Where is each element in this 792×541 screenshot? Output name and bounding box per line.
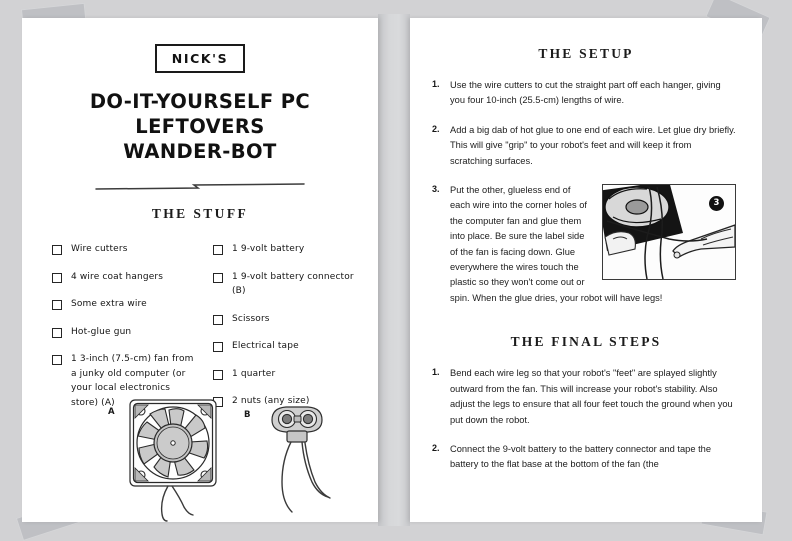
kicker-box [155, 44, 245, 73]
checklist-item[interactable] [213, 242, 356, 257]
setup-step [432, 183, 736, 306]
section-heading-final: THE FINAL STEPS [510, 334, 662, 350]
step-paragraph: Put the other, glueless end of each wire into the corner holes of the computer fan and glue them into place. Be sure the label side of the fan is facing down. Glue everywhere the wires touch the plastic so they won't come out or spin. When the glue dries, your robot will have legs! [450, 185, 663, 303]
figure-a-label: A [108, 407, 115, 417]
photo-step-badge: 3 [709, 196, 724, 211]
checklist-item[interactable] [52, 270, 195, 285]
checklist-item[interactable] [213, 367, 356, 382]
checklist-label: Wire cutters [71, 244, 128, 254]
checklist-item[interactable] [52, 242, 195, 257]
checklist-item[interactable] [213, 270, 356, 299]
checklist-label: 1 9-volt battery [232, 244, 305, 254]
step-number: 1. [432, 367, 440, 378]
right-page [410, 18, 762, 522]
checklist-label: 2 nuts (any size) [232, 396, 310, 406]
checklist-label: Scissors [232, 313, 270, 324]
step-text: Use the wire cutters to cut the straight part off each hanger, giving you four 10-inch (25.5-cm) lengths of wire. [450, 80, 721, 106]
checklist-item[interactable] [52, 297, 195, 312]
checklist-item[interactable] [52, 325, 195, 340]
checklist-label: 4 wire coat hangers [71, 271, 164, 282]
kicker-label: NICK'S [171, 51, 229, 66]
hot-glue-gun-fan-photo [602, 184, 736, 280]
checkbox-icon[interactable] [52, 245, 62, 255]
section-heading-setup: THE SETUP [538, 46, 634, 61]
checklist-label: Electrical tape [232, 341, 299, 351]
step-number: 2. [432, 442, 440, 453]
step-text-with-photo [450, 183, 736, 306]
page-title-line2: WANDER-BOT [123, 140, 277, 163]
final-steps-list [410, 366, 762, 472]
figure-b-label: B [244, 410, 251, 420]
left-page [22, 18, 378, 522]
checkbox-icon[interactable] [52, 273, 62, 283]
checkbox-icon[interactable] [52, 355, 62, 365]
checklist-item[interactable] [213, 339, 356, 354]
page-title-line1: DO-IT-YOURSELF PC LEFTOVERS [89, 90, 311, 138]
checkbox-icon[interactable] [213, 342, 223, 352]
checkbox-icon[interactable] [213, 315, 223, 325]
section-heading-stuff: THE STUFF [151, 206, 249, 221]
figures-area [22, 386, 378, 521]
step-text: Bend each wire leg so that your robot's "feet" are splayed slightly outward from the fan. This will increase your robot's stability. Also adjust the legs to ensure that all four feet touch the ground when you put down the robot. [450, 368, 733, 425]
final-step [432, 366, 736, 428]
checklist-label: 1 3-inch (7.5-cm) fan from a junky old computer (or your local electronics store) (A) [71, 354, 194, 408]
step-number: 2. [432, 123, 440, 134]
checkbox-icon[interactable] [52, 328, 62, 338]
battery-connector-illustration [254, 398, 340, 518]
setup-step [432, 123, 736, 169]
checkbox-icon[interactable] [213, 245, 223, 255]
checklist-label: Some extra wire [71, 299, 147, 309]
step-number: 3. [432, 184, 440, 195]
setup-step [432, 78, 736, 109]
final-step [432, 442, 736, 473]
checkbox-icon[interactable] [213, 370, 223, 380]
page-title [36, 89, 364, 164]
checklist-label: 1 9-volt battery connector (B) [232, 271, 354, 296]
step-text: Connect the 9-volt battery to the battery connector and tape the battery to the flat base at the bottom of the fan (the [450, 443, 711, 470]
step-number: 1. [432, 79, 440, 89]
book-gutter [378, 14, 410, 526]
checkbox-icon[interactable] [52, 300, 62, 310]
computer-fan-illustration [122, 394, 232, 522]
checkbox-icon[interactable] [213, 273, 223, 283]
step-text: Add a big dab of hot glue to one end of each wire. Let glue dry briefly. This will give "grip" to your robot's feet and will keep it from scratching surfaces. [450, 124, 736, 166]
decorative-rule [94, 180, 306, 192]
checklist-label: Hot-glue gun [71, 326, 132, 337]
setup-steps-list [410, 78, 762, 306]
checklist-item[interactable] [213, 312, 356, 327]
checklist-label: 1 quarter [232, 368, 276, 379]
